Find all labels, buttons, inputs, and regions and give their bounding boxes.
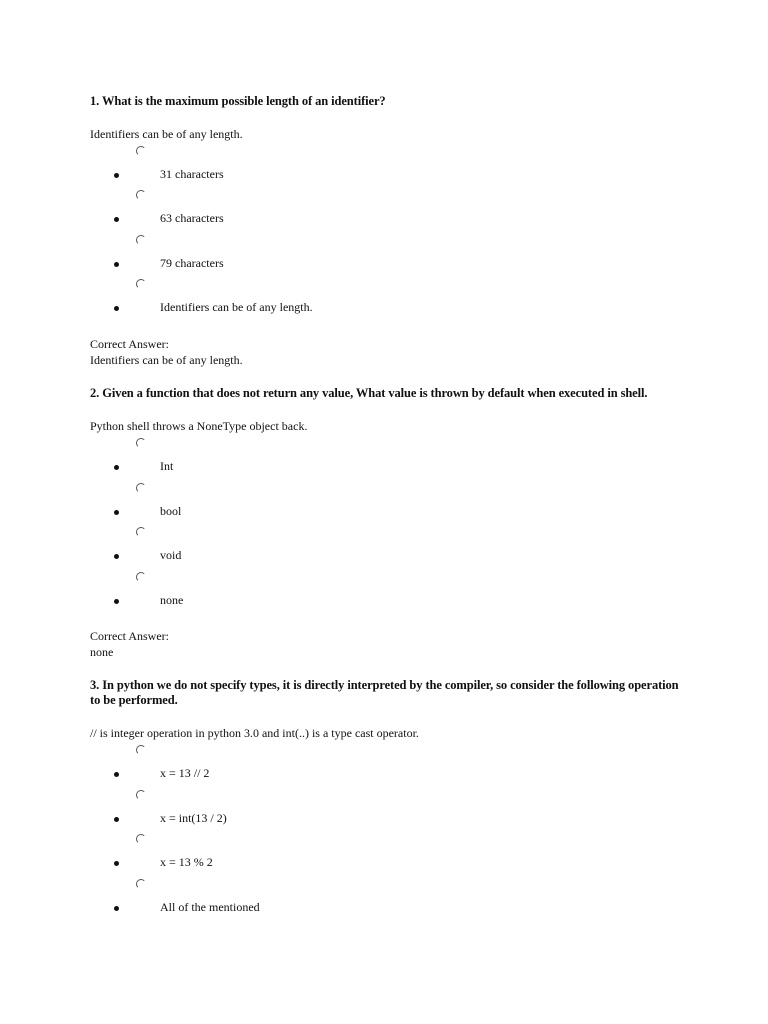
- option-row[interactable]: [90, 527, 690, 571]
- radio-button-icon[interactable]: [136, 790, 146, 800]
- option-row[interactable]: [90, 235, 690, 279]
- bullet-icon: [114, 217, 119, 222]
- option-label: x = 13 % 2: [160, 855, 213, 869]
- option-label: All of the mentioned: [160, 900, 260, 914]
- question-2-answer: [90, 628, 169, 660]
- option-label: 31 characters: [160, 167, 224, 181]
- question-3: [90, 678, 690, 914]
- option-label: x = 13 // 2: [160, 766, 210, 780]
- option-row[interactable]: [90, 483, 690, 527]
- question-2: [90, 386, 690, 659]
- bullet-icon: [114, 906, 119, 911]
- radio-button-icon[interactable]: [136, 146, 146, 156]
- option-label: Int: [160, 459, 174, 473]
- bullet-icon: [114, 510, 119, 515]
- radio-button-icon[interactable]: [136, 483, 146, 493]
- option-row[interactable]: [90, 279, 690, 323]
- option-label: bool: [160, 504, 182, 518]
- answer-label: Correct Answer:: [90, 337, 169, 351]
- question-2-title: 2. Given a function that does not return any value, What value is thrown by default when executed in shell.: [90, 386, 648, 400]
- option-row[interactable]: [90, 438, 690, 482]
- option-label: void: [160, 548, 182, 562]
- bullet-icon: [114, 465, 119, 470]
- bullet-icon: [114, 861, 119, 866]
- answer-label: Correct Answer:: [90, 629, 169, 643]
- question-3-hint: // is integer operation in python 3.0 and int(..) is a type cast operator.: [90, 726, 419, 740]
- radio-button-icon[interactable]: [136, 527, 146, 537]
- answer-value: none: [90, 645, 114, 659]
- radio-button-icon[interactable]: [136, 279, 146, 289]
- radio-button-icon[interactable]: [136, 834, 146, 844]
- option-label: none: [160, 593, 184, 607]
- question-1-answer: [90, 336, 243, 368]
- option-row[interactable]: [90, 790, 690, 834]
- bullet-icon: [114, 173, 119, 178]
- radio-button-icon[interactable]: [136, 879, 146, 889]
- radio-button-icon[interactable]: [136, 438, 146, 448]
- radio-button-icon[interactable]: [136, 190, 146, 200]
- bullet-icon: [114, 262, 119, 267]
- option-label: Identifiers can be of any length.: [160, 300, 313, 314]
- option-row[interactable]: [90, 879, 690, 923]
- bullet-icon: [114, 599, 119, 604]
- radio-button-icon[interactable]: [136, 572, 146, 582]
- option-row[interactable]: [90, 146, 690, 190]
- option-row[interactable]: [90, 745, 690, 789]
- bullet-icon: [114, 817, 119, 822]
- option-label: 63 characters: [160, 211, 224, 225]
- question-2-hint: Python shell throws a NoneType object back.: [90, 419, 308, 433]
- radio-button-icon[interactable]: [136, 235, 146, 245]
- option-row[interactable]: [90, 834, 690, 878]
- option-row[interactable]: [90, 572, 690, 616]
- question-1-title: 1. What is the maximum possible length of an identifier?: [90, 94, 386, 108]
- question-3-title: 3. In python we do not specify types, it is directly interpreted by the compiler, so consider the following operation to be performed.: [90, 678, 679, 707]
- question-1: [90, 94, 690, 367]
- radio-button-icon[interactable]: [136, 745, 146, 755]
- option-row[interactable]: [90, 190, 690, 234]
- option-label: 79 characters: [160, 256, 224, 270]
- bullet-icon: [114, 306, 119, 311]
- bullet-icon: [114, 772, 119, 777]
- answer-value: Identifiers can be of any length.: [90, 353, 243, 367]
- option-label: x = int(13 / 2): [160, 811, 227, 825]
- question-1-hint: Identifiers can be of any length.: [90, 127, 243, 141]
- bullet-icon: [114, 554, 119, 559]
